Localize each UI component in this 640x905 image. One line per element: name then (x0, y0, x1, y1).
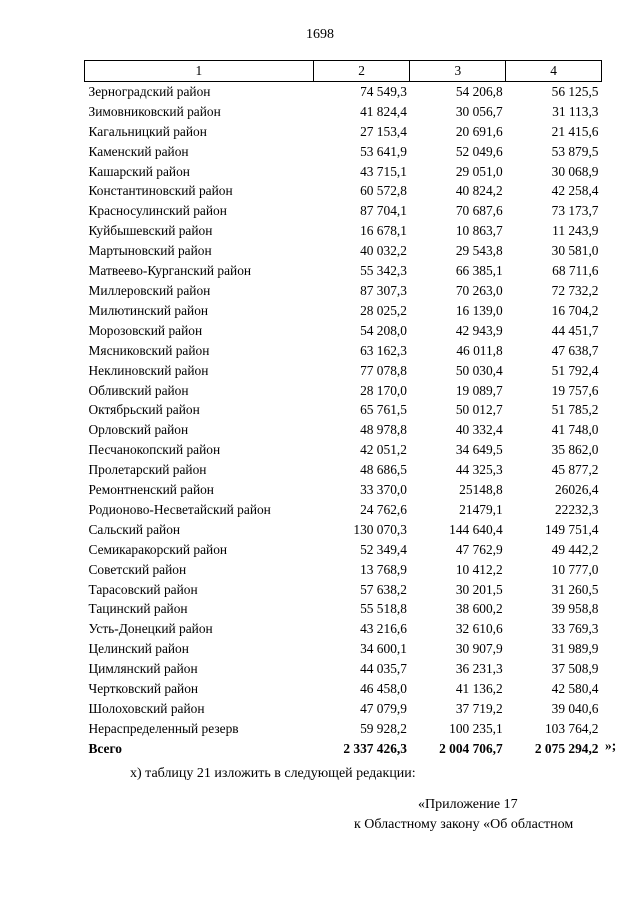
amount-cell: 41 136,2 (455, 681, 503, 697)
district-name-cell: Песчанокопский район (88, 442, 221, 458)
amount-cell: 41 748,0 (551, 422, 599, 438)
amount-cell: 16 678,1 (360, 223, 407, 239)
amount-cell: 100 235,1 (449, 720, 503, 736)
table-row (85, 400, 602, 420)
table-row (85, 281, 602, 301)
amount-cell: 36 231,3 (455, 661, 503, 677)
amount-cell: 33 769,3 (551, 621, 599, 637)
amount-cell: 34 649,5 (455, 442, 503, 458)
table-row (85, 201, 602, 221)
amount-cell: 70 263,0 (455, 282, 503, 298)
amount-cell: 73 173,7 (551, 203, 599, 219)
district-name-cell: Неклиновский район (88, 362, 209, 378)
amount-cell: 38 600,2 (455, 601, 503, 617)
amount-cell: 33 370,0 (360, 482, 407, 498)
amount-cell: 31 989,9 (551, 641, 599, 657)
amount-cell: 10 412,2 (455, 561, 503, 577)
district-name-cell: Всего (88, 740, 122, 756)
amount-cell: 59 928,2 (360, 720, 407, 736)
amount-cell: 39 040,6 (551, 701, 599, 716)
amount-cell: 41 824,4 (360, 103, 407, 119)
district-name-cell: Цимлянский район (88, 661, 198, 677)
table-row (85, 679, 602, 699)
table-row (85, 341, 602, 361)
district-name-cell: Родионово-Несветайский район (88, 501, 271, 517)
amount-cell: 44 325,3 (455, 462, 503, 478)
table-row (85, 580, 602, 600)
amount-cell: 56 125,5 (551, 83, 599, 99)
amendment-instruction: х) таблицу 21 изложить в следующей редакции: (130, 766, 416, 781)
amount-cell: 30 201,5 (455, 581, 503, 597)
table-row (85, 221, 602, 241)
amount-cell: 66 385,1 (455, 263, 503, 279)
table-row (85, 261, 602, 281)
amount-cell: 40 824,2 (455, 183, 503, 199)
amount-cell: 32 610,6 (455, 621, 503, 637)
district-name-cell: Мясниковский район (88, 342, 210, 358)
table-row (85, 520, 602, 540)
district-name-cell: Шолоховский район (88, 701, 205, 716)
amount-cell: 28 025,2 (360, 302, 407, 318)
amount-cell: 30 068,9 (551, 163, 599, 179)
table-row (85, 361, 602, 381)
table-row (85, 460, 602, 480)
amount-cell: 13 768,9 (360, 561, 407, 577)
amount-cell: 11 243,9 (552, 223, 599, 239)
district-name-cell: Ремонтненский район (88, 482, 214, 498)
amount-cell: 52 349,4 (360, 541, 407, 557)
amount-cell: 31 260,5 (551, 581, 599, 597)
amount-cell: 55 342,3 (360, 263, 407, 279)
amount-cell: 31 113,3 (552, 103, 599, 119)
amount-cell: 103 764,2 (544, 720, 599, 736)
district-name-cell: Сальский район (88, 521, 181, 537)
amount-cell: 46 458,0 (360, 681, 407, 697)
amount-cell: 74 549,3 (360, 83, 407, 99)
table-row (85, 122, 602, 142)
page-number: 1698 (306, 27, 334, 42)
amount-cell: 40 332,4 (455, 422, 503, 438)
amount-cell: 30 056,7 (455, 103, 503, 119)
table-row (85, 162, 602, 182)
amount-cell: 46 011,8 (456, 342, 503, 358)
district-name-cell: Кашарский район (88, 163, 190, 179)
district-name-cell: Октябрьский район (88, 402, 200, 418)
table-header-row (85, 61, 602, 82)
amount-cell: 50 030,4 (455, 362, 503, 378)
amount-cell: 50 012,7 (455, 402, 503, 418)
amount-cell: 19 089,7 (455, 382, 503, 398)
amount-cell: 42 051,2 (360, 442, 407, 458)
appendix-title: «Приложение 17 (418, 797, 518, 812)
amount-cell: 2 075 294,2 (534, 740, 599, 756)
table-row (85, 301, 602, 321)
column-header: 1 (85, 61, 314, 82)
amount-cell: 16 139,0 (455, 302, 503, 318)
amount-cell: 2 004 706,7 (439, 740, 503, 756)
amount-cell: 10 777,0 (551, 561, 599, 577)
amount-cell: 21479,1 (459, 501, 503, 517)
amount-cell: 77 078,8 (360, 362, 407, 378)
amount-cell: 51 792,4 (551, 362, 599, 378)
amount-cell: 26026,4 (554, 482, 599, 498)
amount-cell: 29 543,8 (455, 243, 503, 259)
table-row (85, 142, 602, 162)
amount-cell: 52 049,6 (455, 143, 503, 159)
table-row (85, 181, 602, 201)
table-row (85, 241, 602, 261)
amount-cell: 19 757,6 (551, 382, 599, 398)
amount-cell: 20 691,6 (455, 123, 503, 139)
amount-cell: 49 442,2 (551, 541, 599, 557)
amount-cell: 10 863,7 (455, 223, 503, 239)
quote-close-mark: »; (605, 738, 617, 753)
column-header: 2 (313, 61, 410, 82)
district-name-cell: Усть-Донецкий район (88, 621, 213, 637)
amount-cell: 53 641,9 (360, 143, 407, 159)
amount-cell: 44 035,7 (360, 661, 407, 677)
district-name-cell: Константиновский район (88, 183, 233, 199)
total-row (85, 739, 602, 759)
amount-cell: 60 572,8 (360, 183, 407, 199)
amount-cell: 47 762,9 (455, 541, 503, 557)
district-name-cell: Советский район (88, 561, 187, 577)
table-row (85, 321, 602, 341)
table-row (85, 560, 602, 580)
budget-table (84, 60, 602, 759)
amount-cell: 42 258,4 (551, 183, 599, 199)
district-name-cell: Красносулинский район (88, 203, 227, 219)
amount-cell: 25148,8 (459, 482, 503, 498)
amount-cell: 39 958,8 (551, 601, 599, 617)
amount-cell: 29 051,0 (455, 163, 503, 179)
table-row (85, 381, 602, 401)
amount-cell: 40 032,2 (360, 243, 407, 259)
table-row (85, 480, 602, 500)
table-row (85, 659, 602, 679)
amount-cell: 55 518,8 (360, 601, 407, 617)
amount-cell: 21 415,6 (551, 123, 599, 139)
amount-cell: 22232,3 (554, 501, 599, 517)
amount-cell: 144 640,4 (449, 521, 503, 537)
table-row (85, 639, 602, 659)
district-name-cell: Мартыновский район (88, 243, 212, 259)
table-row (85, 102, 602, 122)
amount-cell: 54 208,0 (360, 322, 407, 338)
amount-cell: 28 170,0 (360, 382, 407, 398)
column-header: 3 (410, 61, 506, 82)
amount-cell: 63 162,3 (360, 342, 407, 358)
table-row (85, 440, 602, 460)
amount-cell: 2 337 426,3 (343, 740, 407, 756)
amount-cell: 42 943,9 (455, 322, 503, 338)
district-name-cell: Зимовниковский район (88, 103, 221, 119)
amount-cell: 47 079,9 (360, 701, 407, 716)
district-name-cell: Морозовский район (88, 322, 203, 338)
amount-cell: 42 580,4 (551, 681, 599, 697)
district-name-cell: Тацинский район (88, 601, 188, 617)
district-name-cell: Зерноградский район (88, 83, 211, 99)
amount-cell: 48 686,5 (360, 462, 407, 478)
district-name-cell: Обливский район (88, 382, 189, 398)
table-row (85, 619, 602, 639)
appendix-law-reference: к Областному закону «Об областном (354, 817, 574, 832)
table-row (85, 699, 602, 719)
amount-cell: 16 704,2 (551, 302, 599, 318)
district-name-cell: Пролетарский район (88, 462, 207, 478)
district-name-cell: Чертковский район (88, 681, 199, 697)
amount-cell: 48 978,8 (360, 422, 407, 438)
column-header: 4 (506, 61, 602, 82)
table-row (85, 81, 602, 101)
district-name-cell: Миллеровский район (88, 282, 211, 298)
amount-cell: 54 206,8 (455, 83, 503, 99)
district-name-cell: Тарасовский район (88, 581, 198, 597)
table-row (85, 500, 602, 520)
table-row (85, 420, 602, 440)
amount-cell: 43 216,6 (360, 621, 407, 637)
amount-cell: 35 862,0 (551, 442, 599, 458)
amount-cell: 87 307,3 (360, 282, 407, 298)
amount-cell: 37 719,2 (455, 701, 503, 716)
table-row (85, 540, 602, 560)
amount-cell: 30 907,9 (455, 641, 503, 657)
district-name-cell: Милютинский район (88, 302, 209, 318)
amount-cell: 68 711,6 (552, 263, 599, 279)
amount-cell: 34 600,1 (360, 641, 407, 657)
amount-cell: 44 451,7 (551, 322, 599, 338)
district-name-cell: Семикаракорский район (88, 541, 228, 557)
amount-cell: 24 762,6 (360, 501, 407, 517)
district-name-cell: Орловский район (88, 422, 189, 438)
table-row (85, 599, 602, 619)
amount-cell: 51 785,2 (551, 402, 599, 418)
district-name-cell: Целинский район (88, 641, 189, 657)
amount-cell: 149 751,4 (544, 521, 599, 537)
amount-cell: 43 715,1 (360, 163, 407, 179)
district-name-cell: Кагальницкий район (88, 123, 207, 139)
amount-cell: 65 761,5 (360, 402, 407, 418)
amount-cell: 57 638,2 (360, 581, 407, 597)
amount-cell: 37 508,9 (551, 661, 599, 677)
district-name-cell: Каменский район (88, 143, 189, 159)
table-body (85, 81, 602, 758)
amount-cell: 70 687,6 (455, 203, 503, 219)
amount-cell: 27 153,4 (360, 123, 407, 139)
amount-cell: 130 070,3 (353, 521, 407, 537)
district-name-cell: Матвеево-Курганский район (88, 263, 252, 279)
amount-cell: 30 581,0 (551, 243, 599, 259)
amount-cell: 72 732,2 (551, 282, 599, 298)
amount-cell: 87 704,1 (360, 203, 407, 219)
table-row (85, 719, 602, 739)
district-name-cell: Нераспределенный резерв (88, 720, 239, 736)
amount-cell: 45 877,2 (551, 462, 599, 478)
amount-cell: 53 879,5 (551, 143, 599, 159)
amount-cell: 47 638,7 (551, 342, 599, 358)
district-name-cell: Куйбышевский район (88, 223, 213, 239)
